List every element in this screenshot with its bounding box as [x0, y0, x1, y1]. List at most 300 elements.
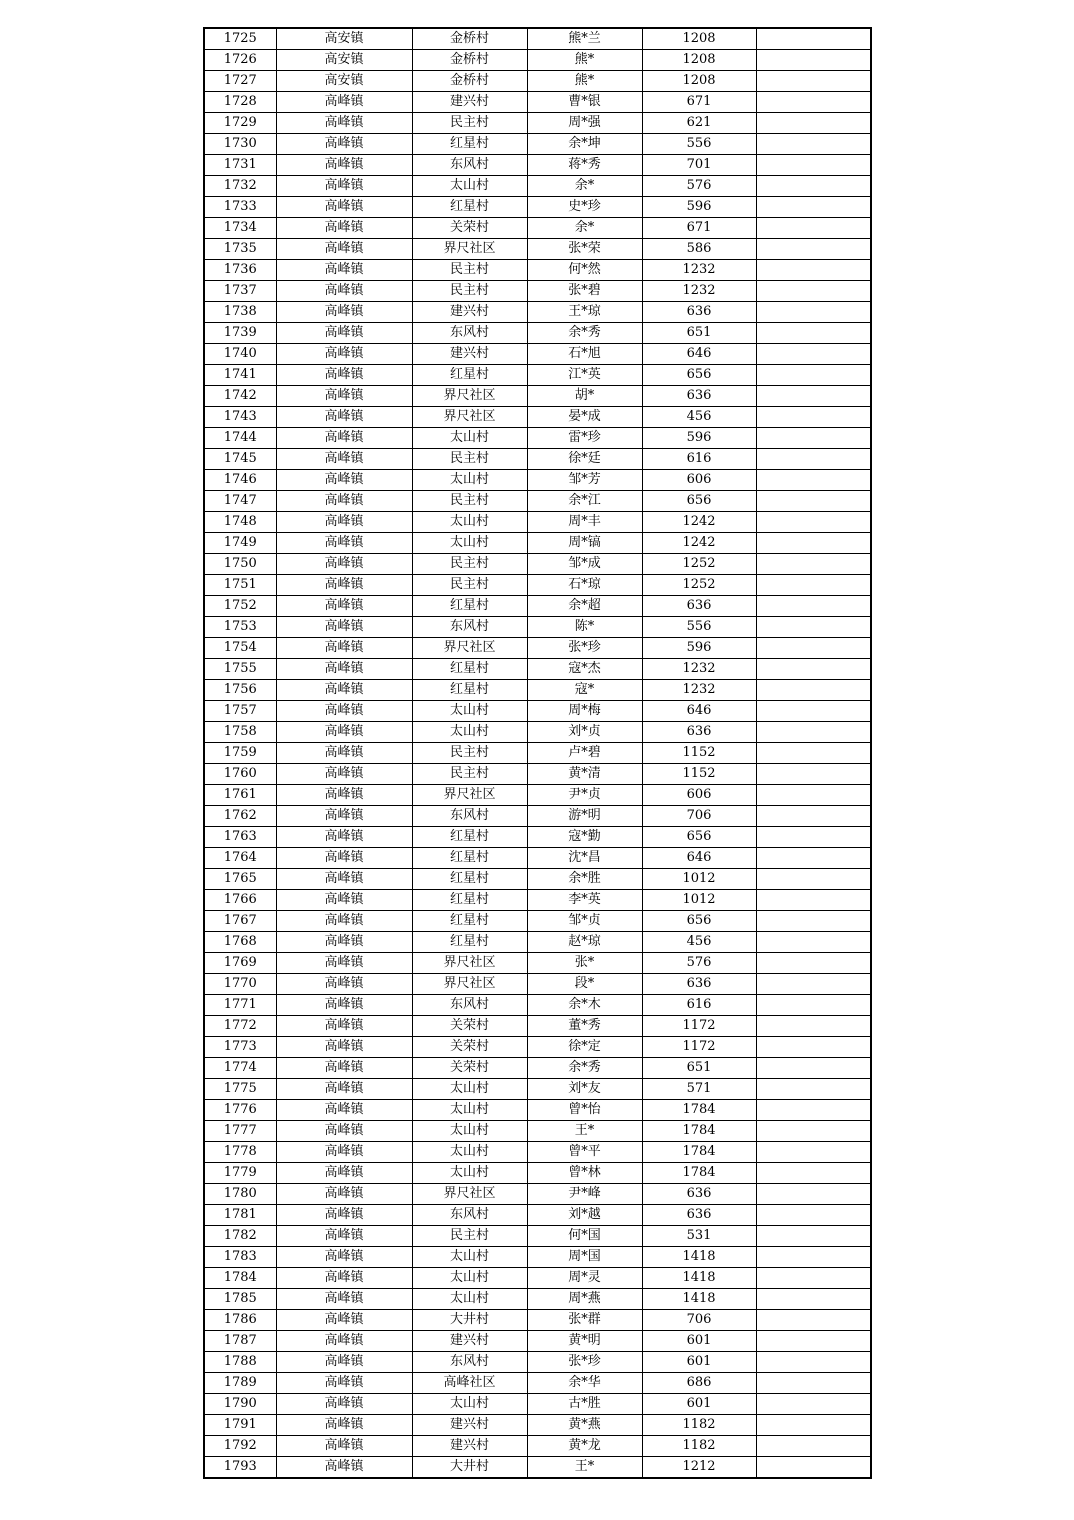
name-cell: 张*珍 — [527, 1352, 642, 1373]
name-cell: 周*梅 — [527, 701, 642, 722]
row-number-cell: 1769 — [204, 953, 276, 974]
village-cell: 太山村 — [412, 722, 527, 743]
name-cell: 尹*峰 — [527, 1184, 642, 1205]
table-row — [204, 28, 871, 50]
town-cell: 高峰镇 — [276, 134, 412, 155]
town-cell: 高峰镇 — [276, 239, 412, 260]
town-cell: 高峰镇 — [276, 260, 412, 281]
amount-cell: 656 — [642, 491, 756, 512]
amount-cell: 636 — [642, 1205, 756, 1226]
town-cell: 高峰镇 — [276, 1373, 412, 1394]
remark-cell — [756, 512, 871, 533]
village-cell: 建兴村 — [412, 1331, 527, 1352]
remark-cell — [756, 1436, 871, 1457]
amount-cell: 656 — [642, 827, 756, 848]
remark-cell — [756, 1058, 871, 1079]
row-number-cell: 1727 — [204, 71, 276, 92]
town-cell: 高峰镇 — [276, 1142, 412, 1163]
remark-cell — [756, 281, 871, 302]
name-cell: 古*胜 — [527, 1394, 642, 1415]
remark-cell — [756, 953, 871, 974]
table-row — [204, 1226, 871, 1247]
name-cell: 曾*怡 — [527, 1100, 642, 1121]
town-cell: 高峰镇 — [276, 449, 412, 470]
amount-cell: 601 — [642, 1352, 756, 1373]
village-cell: 红星村 — [412, 890, 527, 911]
name-cell: 何*国 — [527, 1226, 642, 1247]
name-cell: 石*旭 — [527, 344, 642, 365]
town-cell: 高安镇 — [276, 28, 412, 50]
table-row — [204, 575, 871, 596]
row-number-cell: 1787 — [204, 1331, 276, 1352]
table-row — [204, 806, 871, 827]
amount-cell: 1784 — [642, 1121, 756, 1142]
table-row — [204, 785, 871, 806]
row-number-cell: 1776 — [204, 1100, 276, 1121]
remark-cell — [756, 1310, 871, 1331]
village-cell: 太山村 — [412, 701, 527, 722]
village-cell: 红星村 — [412, 848, 527, 869]
table-row — [204, 281, 871, 302]
remark-cell — [756, 890, 871, 911]
table-row — [204, 1079, 871, 1100]
village-cell: 红星村 — [412, 827, 527, 848]
table-row — [204, 1163, 871, 1184]
remark-cell — [756, 71, 871, 92]
town-cell: 高峰镇 — [276, 848, 412, 869]
name-cell: 段* — [527, 974, 642, 995]
amount-cell: 636 — [642, 1184, 756, 1205]
amount-cell: 606 — [642, 470, 756, 491]
remark-cell — [756, 1289, 871, 1310]
amount-cell: 1182 — [642, 1415, 756, 1436]
row-number-cell: 1773 — [204, 1037, 276, 1058]
village-cell: 东风村 — [412, 1205, 527, 1226]
table-row — [204, 1184, 871, 1205]
name-cell: 寇*勤 — [527, 827, 642, 848]
remark-cell — [756, 1373, 871, 1394]
village-cell: 界尺社区 — [412, 407, 527, 428]
row-number-cell: 1744 — [204, 428, 276, 449]
name-cell: 余*华 — [527, 1373, 642, 1394]
village-cell: 建兴村 — [412, 344, 527, 365]
village-cell: 民主村 — [412, 491, 527, 512]
name-cell: 董*秀 — [527, 1016, 642, 1037]
village-cell: 太山村 — [412, 1247, 527, 1268]
town-cell: 高峰镇 — [276, 1247, 412, 1268]
town-cell: 高峰镇 — [276, 344, 412, 365]
town-cell: 高峰镇 — [276, 932, 412, 953]
amount-cell: 1232 — [642, 659, 756, 680]
table-row — [204, 764, 871, 785]
village-cell: 太山村 — [412, 1394, 527, 1415]
town-cell: 高峰镇 — [276, 596, 412, 617]
village-cell: 民主村 — [412, 113, 527, 134]
village-cell: 关荣村 — [412, 1016, 527, 1037]
row-number-cell: 1745 — [204, 449, 276, 470]
village-cell: 高峰社区 — [412, 1373, 527, 1394]
town-cell: 高峰镇 — [276, 491, 412, 512]
name-cell: 赵*琼 — [527, 932, 642, 953]
village-cell: 东风村 — [412, 617, 527, 638]
name-cell: 黄*清 — [527, 764, 642, 785]
row-number-cell: 1743 — [204, 407, 276, 428]
remark-cell — [756, 722, 871, 743]
amount-cell: 656 — [642, 911, 756, 932]
table-row — [204, 911, 871, 932]
town-cell: 高峰镇 — [276, 554, 412, 575]
town-cell: 高峰镇 — [276, 680, 412, 701]
remark-cell — [756, 1226, 871, 1247]
table-row — [204, 743, 871, 764]
amount-cell: 571 — [642, 1079, 756, 1100]
remark-cell — [756, 869, 871, 890]
table-row — [204, 1247, 871, 1268]
town-cell: 高峰镇 — [276, 974, 412, 995]
name-cell: 李*英 — [527, 890, 642, 911]
table-row — [204, 470, 871, 491]
amount-cell: 646 — [642, 344, 756, 365]
table-row — [204, 848, 871, 869]
name-cell: 周*镐 — [527, 533, 642, 554]
town-cell: 高峰镇 — [276, 1394, 412, 1415]
row-number-cell: 1783 — [204, 1247, 276, 1268]
row-number-cell: 1726 — [204, 50, 276, 71]
row-number-cell: 1752 — [204, 596, 276, 617]
table-row — [204, 890, 871, 911]
town-cell: 高峰镇 — [276, 1037, 412, 1058]
name-cell: 余*江 — [527, 491, 642, 512]
town-cell: 高峰镇 — [276, 281, 412, 302]
town-cell: 高峰镇 — [276, 743, 412, 764]
town-cell: 高峰镇 — [276, 953, 412, 974]
table-row — [204, 428, 871, 449]
name-cell: 余*超 — [527, 596, 642, 617]
name-cell: 曾*平 — [527, 1142, 642, 1163]
name-cell: 曹*银 — [527, 92, 642, 113]
town-cell: 高峰镇 — [276, 1205, 412, 1226]
table-row — [204, 1205, 871, 1226]
remark-cell — [756, 92, 871, 113]
row-number-cell: 1758 — [204, 722, 276, 743]
table-row — [204, 1352, 871, 1373]
table-row — [204, 1436, 871, 1457]
remark-cell — [756, 50, 871, 71]
amount-cell: 636 — [642, 386, 756, 407]
town-cell: 高安镇 — [276, 71, 412, 92]
town-cell: 高峰镇 — [276, 176, 412, 197]
amount-cell: 1252 — [642, 554, 756, 575]
town-cell: 高峰镇 — [276, 638, 412, 659]
remark-cell — [756, 28, 871, 50]
name-cell: 王* — [527, 1457, 642, 1479]
row-number-cell: 1731 — [204, 155, 276, 176]
name-cell: 熊* — [527, 71, 642, 92]
table-row — [204, 92, 871, 113]
table-row — [204, 974, 871, 995]
town-cell: 高峰镇 — [276, 1436, 412, 1457]
remark-cell — [756, 428, 871, 449]
table-row — [204, 1415, 871, 1436]
name-cell: 江*英 — [527, 365, 642, 386]
town-cell: 高峰镇 — [276, 1100, 412, 1121]
row-number-cell: 1757 — [204, 701, 276, 722]
row-number-cell: 1764 — [204, 848, 276, 869]
village-cell: 界尺社区 — [412, 1184, 527, 1205]
row-number-cell: 1789 — [204, 1373, 276, 1394]
row-number-cell: 1737 — [204, 281, 276, 302]
remark-cell — [756, 449, 871, 470]
town-cell: 高峰镇 — [276, 659, 412, 680]
remark-cell — [756, 218, 871, 239]
amount-cell: 596 — [642, 197, 756, 218]
village-cell: 民主村 — [412, 1226, 527, 1247]
row-number-cell: 1751 — [204, 575, 276, 596]
village-cell: 大井村 — [412, 1457, 527, 1479]
name-cell: 石*琼 — [527, 575, 642, 596]
table-row — [204, 869, 871, 890]
town-cell: 高峰镇 — [276, 995, 412, 1016]
name-cell: 余*秀 — [527, 323, 642, 344]
name-cell: 周*丰 — [527, 512, 642, 533]
remark-cell — [756, 1016, 871, 1037]
row-number-cell: 1763 — [204, 827, 276, 848]
remark-cell — [756, 827, 871, 848]
name-cell: 张*珍 — [527, 638, 642, 659]
village-cell: 太山村 — [412, 1289, 527, 1310]
table-row — [204, 1037, 871, 1058]
amount-cell: 456 — [642, 407, 756, 428]
town-cell: 高峰镇 — [276, 407, 412, 428]
town-cell: 高峰镇 — [276, 1079, 412, 1100]
village-cell: 太山村 — [412, 512, 527, 533]
table-row — [204, 617, 871, 638]
remark-cell — [756, 239, 871, 260]
name-cell: 张*群 — [527, 1310, 642, 1331]
row-number-cell: 1771 — [204, 995, 276, 1016]
amount-cell: 706 — [642, 1310, 756, 1331]
row-number-cell: 1785 — [204, 1289, 276, 1310]
name-cell: 余*坤 — [527, 134, 642, 155]
amount-cell: 576 — [642, 176, 756, 197]
town-cell: 高峰镇 — [276, 722, 412, 743]
row-number-cell: 1728 — [204, 92, 276, 113]
row-number-cell: 1729 — [204, 113, 276, 134]
remark-cell — [756, 134, 871, 155]
data-table — [203, 27, 872, 1479]
remark-cell — [756, 617, 871, 638]
amount-cell: 636 — [642, 302, 756, 323]
amount-cell: 616 — [642, 449, 756, 470]
amount-cell: 671 — [642, 92, 756, 113]
name-cell: 王* — [527, 1121, 642, 1142]
town-cell: 高峰镇 — [276, 785, 412, 806]
row-number-cell: 1760 — [204, 764, 276, 785]
village-cell: 关荣村 — [412, 1037, 527, 1058]
village-cell: 红星村 — [412, 659, 527, 680]
name-cell: 周*国 — [527, 1247, 642, 1268]
amount-cell: 686 — [642, 1373, 756, 1394]
amount-cell: 601 — [642, 1394, 756, 1415]
remark-cell — [756, 323, 871, 344]
remark-cell — [756, 638, 871, 659]
remark-cell — [756, 113, 871, 134]
table-row — [204, 1016, 871, 1037]
table-row — [204, 1394, 871, 1415]
table-row — [204, 512, 871, 533]
name-cell: 周*强 — [527, 113, 642, 134]
row-number-cell: 1774 — [204, 1058, 276, 1079]
table-row — [204, 533, 871, 554]
row-number-cell: 1777 — [204, 1121, 276, 1142]
row-number-cell: 1765 — [204, 869, 276, 890]
village-cell: 太山村 — [412, 1268, 527, 1289]
name-cell: 邹*贞 — [527, 911, 642, 932]
name-cell: 刘*友 — [527, 1079, 642, 1100]
row-number-cell: 1742 — [204, 386, 276, 407]
table-row — [204, 1268, 871, 1289]
town-cell: 高峰镇 — [276, 1352, 412, 1373]
name-cell: 刘*贞 — [527, 722, 642, 743]
table-row — [204, 554, 871, 575]
name-cell: 胡* — [527, 386, 642, 407]
row-number-cell: 1772 — [204, 1016, 276, 1037]
remark-cell — [756, 1142, 871, 1163]
remark-cell — [756, 1205, 871, 1226]
remark-cell — [756, 575, 871, 596]
town-cell: 高峰镇 — [276, 911, 412, 932]
town-cell: 高峰镇 — [276, 869, 412, 890]
name-cell: 游*明 — [527, 806, 642, 827]
remark-cell — [756, 1121, 871, 1142]
table-row — [204, 1142, 871, 1163]
row-number-cell: 1762 — [204, 806, 276, 827]
remark-cell — [756, 1163, 871, 1184]
amount-cell: 1252 — [642, 575, 756, 596]
name-cell: 张* — [527, 953, 642, 974]
amount-cell: 1012 — [642, 890, 756, 911]
table-row — [204, 155, 871, 176]
remark-cell — [756, 659, 871, 680]
row-number-cell: 1749 — [204, 533, 276, 554]
table-row — [204, 302, 871, 323]
village-cell: 界尺社区 — [412, 785, 527, 806]
village-cell: 太山村 — [412, 176, 527, 197]
remark-cell — [756, 533, 871, 554]
row-number-cell: 1784 — [204, 1268, 276, 1289]
remark-cell — [756, 1247, 871, 1268]
name-cell: 王*琼 — [527, 302, 642, 323]
row-number-cell: 1779 — [204, 1163, 276, 1184]
amount-cell: 1418 — [642, 1247, 756, 1268]
amount-cell: 1242 — [642, 533, 756, 554]
table-row — [204, 218, 871, 239]
village-cell: 界尺社区 — [412, 638, 527, 659]
remark-cell — [756, 365, 871, 386]
table-row — [204, 50, 871, 71]
remark-cell — [756, 680, 871, 701]
remark-cell — [756, 176, 871, 197]
row-number-cell: 1770 — [204, 974, 276, 995]
table-row — [204, 659, 871, 680]
name-cell: 熊*兰 — [527, 28, 642, 50]
amount-cell: 576 — [642, 953, 756, 974]
table-row — [204, 407, 871, 428]
remark-cell — [756, 596, 871, 617]
town-cell: 高峰镇 — [276, 218, 412, 239]
name-cell: 余*木 — [527, 995, 642, 1016]
row-number-cell: 1755 — [204, 659, 276, 680]
village-cell: 大井村 — [412, 1310, 527, 1331]
name-cell: 徐*定 — [527, 1037, 642, 1058]
village-cell: 东风村 — [412, 155, 527, 176]
amount-cell: 1418 — [642, 1268, 756, 1289]
town-cell: 高峰镇 — [276, 1184, 412, 1205]
remark-cell — [756, 911, 871, 932]
name-cell: 陈* — [527, 617, 642, 638]
village-cell: 界尺社区 — [412, 974, 527, 995]
amount-cell: 646 — [642, 848, 756, 869]
village-cell: 太山村 — [412, 1163, 527, 1184]
amount-cell: 706 — [642, 806, 756, 827]
remark-cell — [756, 974, 871, 995]
remark-cell — [756, 302, 871, 323]
name-cell: 黄*明 — [527, 1331, 642, 1352]
town-cell: 高峰镇 — [276, 1016, 412, 1037]
row-number-cell: 1740 — [204, 344, 276, 365]
table-row — [204, 344, 871, 365]
village-cell: 建兴村 — [412, 302, 527, 323]
row-number-cell: 1788 — [204, 1352, 276, 1373]
table-row — [204, 197, 871, 218]
row-number-cell: 1791 — [204, 1415, 276, 1436]
amount-cell: 596 — [642, 638, 756, 659]
amount-cell: 596 — [642, 428, 756, 449]
row-number-cell: 1778 — [204, 1142, 276, 1163]
amount-cell: 606 — [642, 785, 756, 806]
remark-cell — [756, 848, 871, 869]
row-number-cell: 1732 — [204, 176, 276, 197]
town-cell: 高峰镇 — [276, 806, 412, 827]
amount-cell: 636 — [642, 974, 756, 995]
village-cell: 金桥村 — [412, 71, 527, 92]
village-cell: 界尺社区 — [412, 386, 527, 407]
name-cell: 徐*廷 — [527, 449, 642, 470]
remark-cell — [756, 995, 871, 1016]
name-cell: 晏*成 — [527, 407, 642, 428]
amount-cell: 1242 — [642, 512, 756, 533]
table-row — [204, 239, 871, 260]
remark-cell — [756, 743, 871, 764]
row-number-cell: 1759 — [204, 743, 276, 764]
town-cell: 高峰镇 — [276, 1289, 412, 1310]
village-cell: 界尺社区 — [412, 239, 527, 260]
amount-cell: 651 — [642, 323, 756, 344]
village-cell: 关荣村 — [412, 218, 527, 239]
row-number-cell: 1790 — [204, 1394, 276, 1415]
amount-cell: 651 — [642, 1058, 756, 1079]
amount-cell: 621 — [642, 113, 756, 134]
amount-cell: 636 — [642, 596, 756, 617]
village-cell: 太山村 — [412, 470, 527, 491]
amount-cell: 1152 — [642, 764, 756, 785]
remark-cell — [756, 1268, 871, 1289]
name-cell: 余*胜 — [527, 869, 642, 890]
remark-cell — [756, 1457, 871, 1479]
table-row — [204, 365, 871, 386]
remark-cell — [756, 806, 871, 827]
remark-cell — [756, 1037, 871, 1058]
